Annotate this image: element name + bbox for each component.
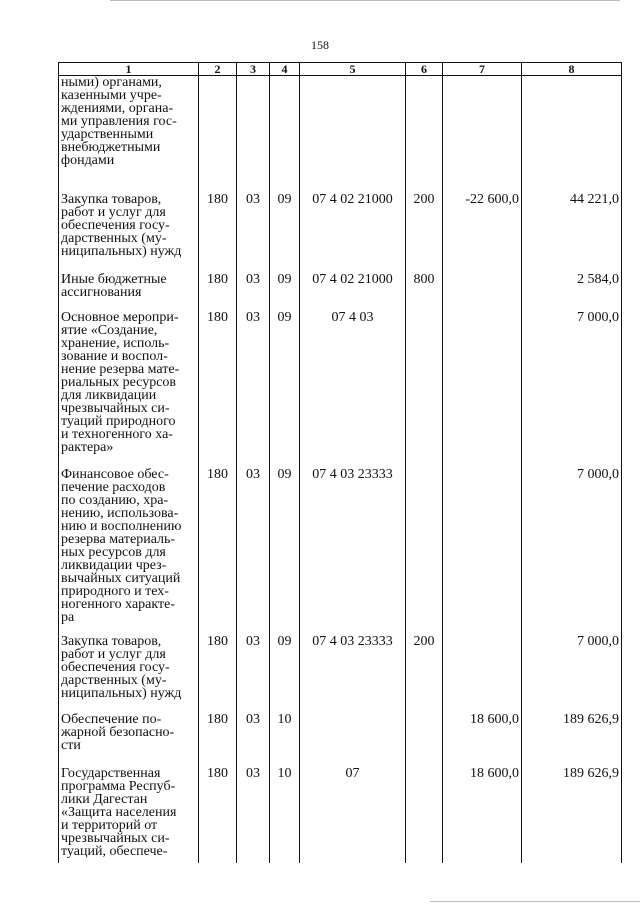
cell-admin-code: 180 (199, 311, 237, 468)
row-name: Иные бюджетные ассигнования (59, 273, 199, 311)
row-name: ными) органами, казенными учре- ждениями, органа- ми управления гос- ударственными внебюджетными фондами (59, 76, 199, 193)
cell-section: 03 (237, 311, 270, 468)
cell-admin-code: 180 (199, 767, 237, 863)
table-row (59, 193, 622, 273)
cell-total-amount (522, 76, 622, 193)
cell-admin-code: 180 (199, 273, 237, 311)
scan-edge-line (110, 0, 620, 1)
row-name: Закупка товаров, работ и услуг для обеспечения госу- дарственных (му- ниципальных) нужд (59, 635, 199, 713)
cell-target-article: 07 4 02 21000 (300, 193, 406, 273)
cell-subsection: 09 (270, 273, 300, 311)
table-row (59, 635, 622, 713)
cell-subsection: 10 (270, 767, 300, 863)
col-header-8: 8 (522, 63, 622, 76)
col-header-7: 7 (443, 63, 522, 76)
cell-admin-code: 180 (199, 193, 237, 273)
cell-change-amount (443, 76, 522, 193)
cell-change-amount (443, 635, 522, 713)
cell-admin-code (199, 76, 237, 193)
row-name: Закупка товаров, работ и услуг для обеспечения госу- дарственных (му- ниципальных) нужд (59, 193, 199, 273)
cell-admin-code: 180 (199, 468, 237, 635)
cell-expense-type (406, 713, 443, 767)
cell-total-amount: 7 000,0 (522, 468, 622, 635)
page-number: 158 (311, 38, 329, 52)
cell-target-article: 07 4 03 23333 (300, 635, 406, 713)
row-name: Обеспечение по- жарной безопасно- сти (59, 713, 199, 767)
cell-target-article: 07 (300, 767, 406, 863)
cell-target-article: 07 4 02 21000 (300, 273, 406, 311)
cell-subsection: 09 (270, 468, 300, 635)
cell-target-article: 07 4 03 23333 (300, 468, 406, 635)
col-header-6: 6 (406, 63, 443, 76)
cell-change-amount: 18 600,0 (443, 767, 522, 863)
cell-section: 03 (237, 767, 270, 863)
col-header-2: 2 (199, 63, 237, 76)
cell-total-amount: 7 000,0 (522, 635, 622, 713)
col-header-3: 3 (237, 63, 270, 76)
cell-expense-type (406, 767, 443, 863)
scan-edge-line (430, 901, 640, 902)
table-row (59, 76, 622, 193)
cell-expense-type (406, 311, 443, 468)
cell-target-article (300, 713, 406, 767)
table-row (59, 767, 622, 863)
cell-expense-type: 200 (406, 193, 443, 273)
cell-subsection: 09 (270, 193, 300, 273)
table-row (59, 273, 622, 311)
cell-expense-type: 200 (406, 635, 443, 713)
cell-admin-code: 180 (199, 635, 237, 713)
budget-table (58, 62, 622, 863)
table-row (59, 468, 622, 635)
cell-admin-code: 180 (199, 713, 237, 767)
cell-expense-type (406, 468, 443, 635)
cell-change-amount (443, 468, 522, 635)
cell-subsection: 09 (270, 311, 300, 468)
cell-change-amount (443, 311, 522, 468)
cell-change-amount: -22 600,0 (443, 193, 522, 273)
cell-section (237, 76, 270, 193)
cell-section: 03 (237, 273, 270, 311)
cell-total-amount: 44 221,0 (522, 193, 622, 273)
cell-section: 03 (237, 713, 270, 767)
cell-subsection: 10 (270, 713, 300, 767)
cell-total-amount: 189 626,9 (522, 767, 622, 863)
cell-total-amount: 189 626,9 (522, 713, 622, 767)
col-header-1: 1 (59, 63, 199, 76)
cell-section: 03 (237, 635, 270, 713)
table-row (59, 713, 622, 767)
cell-total-amount: 7 000,0 (522, 311, 622, 468)
row-name: Основное меропри- ятие «Создание, хранение, исполь- зование и воспол- нение резерва мате- риальных ресурсов для ликвидации чрезвычайных си- туаций природного и техногенного ха- рактера» (59, 311, 199, 468)
row-name: Государственная программа Респуб- лики Дагестан «Защита населения и территорий от чрезвычайных си- туаций, обеспече- (59, 767, 199, 863)
cell-target-article (300, 76, 406, 193)
col-header-5: 5 (300, 63, 406, 76)
cell-expense-type (406, 76, 443, 193)
cell-change-amount: 18 600,0 (443, 713, 522, 767)
header-row (59, 63, 622, 76)
cell-change-amount (443, 273, 522, 311)
col-header-4: 4 (270, 63, 300, 76)
row-name: Финансовое обес- печение расходов по созданию, хра- нению, использова- нию и восполнению резерва материаль- ных ресурсов для ликвидации чрез- вычайных ситуаций природного и тех- ногенного характе- ра (59, 468, 199, 635)
cell-section: 03 (237, 468, 270, 635)
cell-total-amount: 2 584,0 (522, 273, 622, 311)
cell-section: 03 (237, 193, 270, 273)
cell-subsection (270, 76, 300, 193)
table-row (59, 311, 622, 468)
cell-subsection: 09 (270, 635, 300, 713)
cell-target-article: 07 4 03 (300, 311, 406, 468)
cell-expense-type: 800 (406, 273, 443, 311)
